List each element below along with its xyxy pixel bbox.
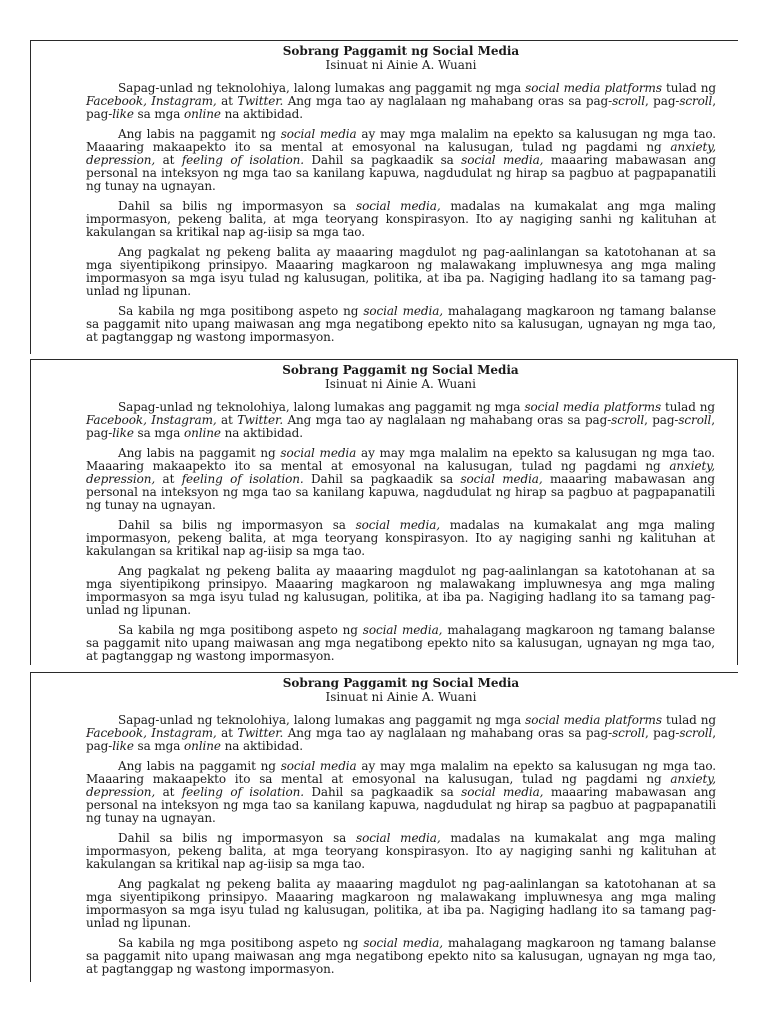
text-run: sa mga — [133, 107, 185, 121]
text-run: Ang labis na paggamit ng — [118, 759, 281, 773]
italic-term: social media — [280, 759, 357, 773]
text-run: mahalagang magkaroon ng tamang balanse sa paggamit nito upang maiwasan ang mga negatibong epekto nito sa kalusugan, ugnayan ng mga tao, at pagtanggap ng wastong impormasyon. — [86, 623, 715, 663]
article-paragraph — [86, 714, 716, 753]
text-run: Dahil sa bilis ng impormasyon sa — [118, 518, 356, 532]
italic-term: online — [184, 426, 221, 440]
text-run: ay may mga malalim na epekto sa kalusugan ng mga tao. Maaaring makaapekto ito sa mental at emosyonal na kalusugan, tulad ng pagdami ng — [86, 446, 716, 473]
italic-term: social media — [280, 446, 357, 460]
text-run: mahalagang magkaroon ng tamang balanse sa paggamit nito upang maiwasan ang mga negatibong epekto nito sa kalusugan, ugnayan ng mga tao, at pagtanggap ng wastong impormasyon. — [86, 936, 717, 976]
text-run: madalas na kumakalat ang mga maling impormasyon, pekeng balita, at mga teoryang konspirasyon. Ito ay nagiging sanhi ng kalituhan at kakulangan sa kritikal nap ag-iisip sa mga tao. — [86, 518, 715, 558]
italic-term: social media platforms — [525, 713, 662, 727]
italic-term: scroll — [679, 94, 713, 108]
italic-term: like — [112, 426, 134, 440]
italic-term: social media, — [356, 831, 441, 845]
italic-term: feeling of isolation. — [181, 153, 304, 167]
article-byline: Isinuat ni Ainie A. Wuani — [325, 690, 477, 704]
article-paragraph — [86, 82, 716, 121]
article-paragraph — [86, 624, 715, 663]
italic-term: Twitter. — [237, 413, 284, 427]
text-run: maaaring mabawasan ang personal na inteksyon ng mga tao sa kanilang kapuwa, nagdudulat ng hirap sa pagbuo at pagpapanatili ng tunay na ugnayan. — [86, 785, 716, 825]
text-run: at — [216, 413, 238, 427]
handout-copy-3 — [30, 672, 738, 982]
text-run: at — [216, 94, 238, 108]
italic-term: social media, — [363, 304, 444, 318]
article-paragraph — [86, 246, 716, 298]
text-run: tulad ng — [661, 81, 717, 95]
italic-term: social media, — [362, 623, 443, 637]
article-title: Sobrang Paggamit ng Social Media — [282, 363, 519, 377]
text-run: , pag- — [645, 726, 680, 740]
italic-term: Facebook, Instagram, — [86, 726, 217, 740]
text-run: tulad ng — [661, 713, 717, 727]
text-run: Ang pagkalat ng pekeng balita ay maaaring magdulot ng pag-aalinlangan sa katotohanan at sa mga siyentipikong prinsipyo. Maaaring magkaroon ng malawakang impluwnesya ang mga maling impormasyon sa mga isyu tulad ng kalusugan, politika, at iba pa. Nagiging hadlang ito sa tamang pag-unlad ng lipunan. — [86, 877, 716, 930]
article-paragraph — [86, 832, 716, 871]
text-run: sa mga — [133, 426, 185, 440]
text-run: mahalagang magkaroon ng tamang balanse sa paggamit nito upang maiwasan ang mga negatibong epekto nito sa kalusugan, ugnayan ng mga tao, at pagtanggap ng wastong impormasyon. — [86, 304, 717, 344]
text-run: madalas na kumakalat ang mga maling impormasyon, pekeng balita, at mga teoryang konspirasyon. Ito ay nagiging sanhi ng kalituhan at kakulangan sa kritikal nap ag-iisip sa mga tao. — [86, 831, 716, 871]
text-run: maaaring mabawasan ang personal na inteksyon ng mga tao sa kanilang kapuwa, nagdudulat ng hirap sa pagbuo at pagpapanatili ng tunay na ugnayan. — [86, 472, 715, 512]
text-run: Dahil sa bilis ng impormasyon sa — [118, 199, 357, 213]
italic-term: anxiety, depression, — [86, 772, 716, 799]
article-paragraph — [86, 878, 716, 930]
italic-term: scroll — [612, 94, 645, 108]
text-run: ay may mga malalim na epekto sa kalusugan ng mga tao. Maaaring makaapekto ito sa mental at emosyonal na kalusugan, tulad ng pagdami ng — [86, 127, 717, 154]
handout-copy-1 — [30, 40, 738, 354]
text-run: na aktibidad. — [220, 739, 303, 753]
italic-term: social media — [280, 127, 357, 141]
italic-term: social media, — [460, 472, 543, 486]
text-run: madalas na kumakalat ang mga maling impormasyon, pekeng balita, at mga teoryang konspirasyon. Ito ay nagiging sanhi ng kalituhan at kakulangan sa kritikal nap ag-iisip sa mga tao. — [86, 199, 716, 239]
text-run: Dahil sa pagkaadik sa — [303, 153, 462, 167]
italic-term: scroll — [611, 413, 645, 427]
text-run: Dahil sa pagkaadik sa — [303, 785, 462, 799]
italic-term: scroll — [679, 726, 713, 740]
text-run: at — [155, 785, 182, 799]
text-run: tulad ng — [661, 400, 715, 414]
article-title: Sobrang Paggamit ng Social Media — [282, 676, 520, 690]
text-run: na aktibidad. — [220, 107, 303, 121]
text-run: Ang mga tao ay naglalaan ng mahabang oras sa pag- — [283, 94, 613, 108]
text-run: sa mga — [133, 739, 185, 753]
italic-term: Twitter. — [237, 94, 284, 108]
text-run: Sapag-unlad ng teknolohiya, lalong lumakas ang paggamit ng mga — [118, 81, 526, 95]
article-paragraph — [86, 519, 715, 558]
text-run: Sa kabila ng mga positibong aspeto ng — [118, 623, 363, 637]
italic-term: social media, — [461, 785, 544, 799]
text-run: at — [216, 726, 238, 740]
text-run: Dahil sa bilis ng impormasyon sa — [118, 831, 357, 845]
text-run: Ang mga tao ay naglalaan ng mahabang oras sa pag- — [283, 726, 613, 740]
article-paragraph — [86, 128, 716, 193]
italic-term: Facebook, Instagram, — [86, 94, 217, 108]
italic-term: online — [184, 107, 221, 121]
italic-term: social media platforms — [524, 400, 662, 414]
article-paragraph — [86, 401, 715, 440]
text-run: na aktibidad. — [220, 426, 303, 440]
text-run: maaaring mabawasan ang personal na inteksyon ng mga tao sa kanilang kapuwa, nagdudulat ng hirap sa pagbuo at pagpapanatili ng tunay na ugnayan. — [86, 153, 716, 193]
text-run: , pag- — [86, 94, 716, 121]
italic-term: like — [112, 107, 134, 121]
italic-term: anxiety, depression, — [86, 459, 715, 486]
article-paragraph — [86, 305, 716, 344]
text-run: Sapag-unlad ng teknolohiya, lalong lumakas ang paggamit ng mga — [118, 400, 525, 414]
article-byline: Isinuat ni Ainie A. Wuani — [325, 58, 477, 72]
italic-term: social media platforms — [525, 81, 662, 95]
italic-term: social media, — [356, 199, 441, 213]
text-run: at — [155, 472, 182, 486]
article-paragraph — [86, 760, 716, 825]
text-run: , pag- — [645, 94, 680, 108]
italic-term: online — [184, 739, 221, 753]
italic-term: anxiety, depression, — [86, 140, 716, 167]
italic-term: like — [112, 739, 134, 753]
text-run: Sapag-unlad ng teknolohiya, lalong lumakas ang paggamit ng mga — [118, 713, 526, 727]
article-paragraph — [86, 200, 716, 239]
text-run: Dahil sa pagkaadik sa — [303, 472, 461, 486]
italic-term: social media, — [461, 153, 544, 167]
text-run: Ang labis na paggamit ng — [118, 127, 281, 141]
handout-copy-2 — [30, 359, 738, 665]
italic-term: scroll — [612, 726, 645, 740]
text-run: , pag- — [644, 413, 679, 427]
text-run: at — [155, 153, 182, 167]
text-run: Ang labis na paggamit ng — [118, 446, 281, 460]
article-paragraph — [86, 937, 716, 976]
text-run: Ang mga tao ay naglalaan ng mahabang oras sa pag- — [283, 413, 612, 427]
article-paragraph — [86, 565, 715, 617]
italic-term: scroll — [678, 413, 712, 427]
italic-term: social media, — [355, 518, 440, 532]
italic-term: feeling of isolation. — [181, 472, 304, 486]
text-run: ay may mga malalim na epekto sa kalusugan ng mga tao. Maaaring makaapekto ito sa mental at emosyonal na kalusugan, tulad ng pagdami ng — [86, 759, 717, 786]
text-run: Sa kabila ng mga positibong aspeto ng — [118, 936, 364, 950]
text-run: , pag- — [86, 726, 716, 753]
article-title: Sobrang Paggamit ng Social Media — [282, 44, 520, 58]
italic-term: feeling of isolation. — [181, 785, 304, 799]
italic-term: Facebook, Instagram, — [86, 413, 217, 427]
article-byline: Isinuat ni Ainie A. Wuani — [325, 377, 476, 391]
text-run: Sa kabila ng mga positibong aspeto ng — [118, 304, 364, 318]
italic-term: Twitter. — [237, 726, 284, 740]
text-run: , pag- — [86, 413, 716, 440]
text-run: Ang pagkalat ng pekeng balita ay maaaring magdulot ng pag-aalinlangan sa katotohanan at sa mga siyentipikong prinsipyo. Maaaring magkaroon ng malawakang impluwnesya ang mga maling impormasyon sa mga isyu tulad ng kalusugan, politika, at iba pa. Nagiging hadlang ito sa tamang pag-unlad ng lipunan. — [86, 245, 716, 298]
article-paragraph — [86, 447, 715, 512]
text-run: Ang pagkalat ng pekeng balita ay maaaring magdulot ng pag-aalinlangan sa katotohanan at sa mga siyentipikong prinsipyo. Maaaring magkaroon ng malawakang impluwnesya ang mga maling impormasyon sa mga isyu tulad ng kalusugan, politika, at iba pa. Nagiging hadlang ito sa tamang pag-unlad ng lipunan. — [86, 564, 715, 617]
italic-term: social media, — [363, 936, 444, 950]
